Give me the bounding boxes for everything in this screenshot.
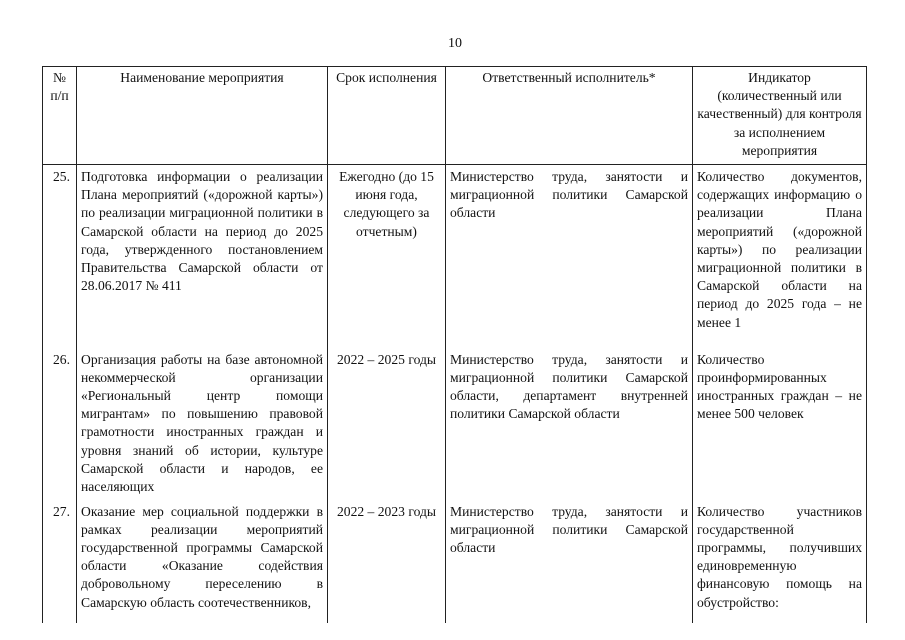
header-indicator: Индикатор (количественный или качественный) для контроля за исполнением мероприятия (693, 67, 867, 165)
measure-term: Ежегодно (до 15 июня года, следующего за отчетным) (328, 165, 446, 351)
header-executor: Ответственный исполнитель* (446, 67, 693, 165)
measure-term: 2022 – 2025 годы (328, 351, 446, 503)
measure-indicator: Количество документов, содержащих информацию о реализации Плана мероприятий («дорожной карты») по реализации миграционной политики в Самарской области на период до 2025 года – не менее 1 (693, 165, 867, 351)
table-row (43, 503, 867, 623)
measure-executor: Министерство труда, занятости и миграционной политики Самарской области (446, 165, 693, 351)
table-row (43, 351, 867, 503)
measures-table (42, 66, 867, 623)
table-row (43, 165, 867, 351)
measure-executor: Министерство труда, занятости и миграционной политики Самарской области, департамент внутренней политики Самарской области (446, 351, 693, 503)
measure-name: Оказание мер социальной поддержки в рамках реализации мероприятий государственной программы Самарской области «Оказание содействия добровольному переселению в Самарскую область соотечественников, (77, 503, 328, 623)
row-number: 25. (43, 165, 77, 351)
table-header-row (43, 67, 867, 165)
measure-indicator: Количество проинформированных иностранных граждан – не менее 500 человек (693, 351, 867, 503)
header-number: № п/п (43, 67, 77, 165)
header-measure-name: Наименование мероприятия (77, 67, 328, 165)
measure-term: 2022 – 2023 годы (328, 503, 446, 623)
measure-name: Организация работы на базе автономной некоммерческой организации «Региональный центр помощи мигрантам» по повышению правовой грамотности иностранных граждан и уровня знаний об истории, культуре Самарской области и народов, ее населяющих (77, 351, 328, 503)
row-number: 26. (43, 351, 77, 503)
row-number: 27. (43, 503, 77, 623)
measure-executor: Министерство труда, занятости и миграционной политики Самарской области (446, 503, 693, 623)
measure-indicator: Количество участников государственной программы, получивших единовременную финансовую помощь на обустройство: (693, 503, 867, 623)
header-term: Срок исполнения (328, 67, 446, 165)
page-number: 10 (448, 36, 462, 51)
measure-name: Подготовка информации о реализации Плана мероприятий («дорожной карты») по реализации миграционной политики в Самарской области на период до 2025 года, утвержденного постановлением Правительства Самарской области от 28.06.2017 № 411 (77, 165, 328, 351)
